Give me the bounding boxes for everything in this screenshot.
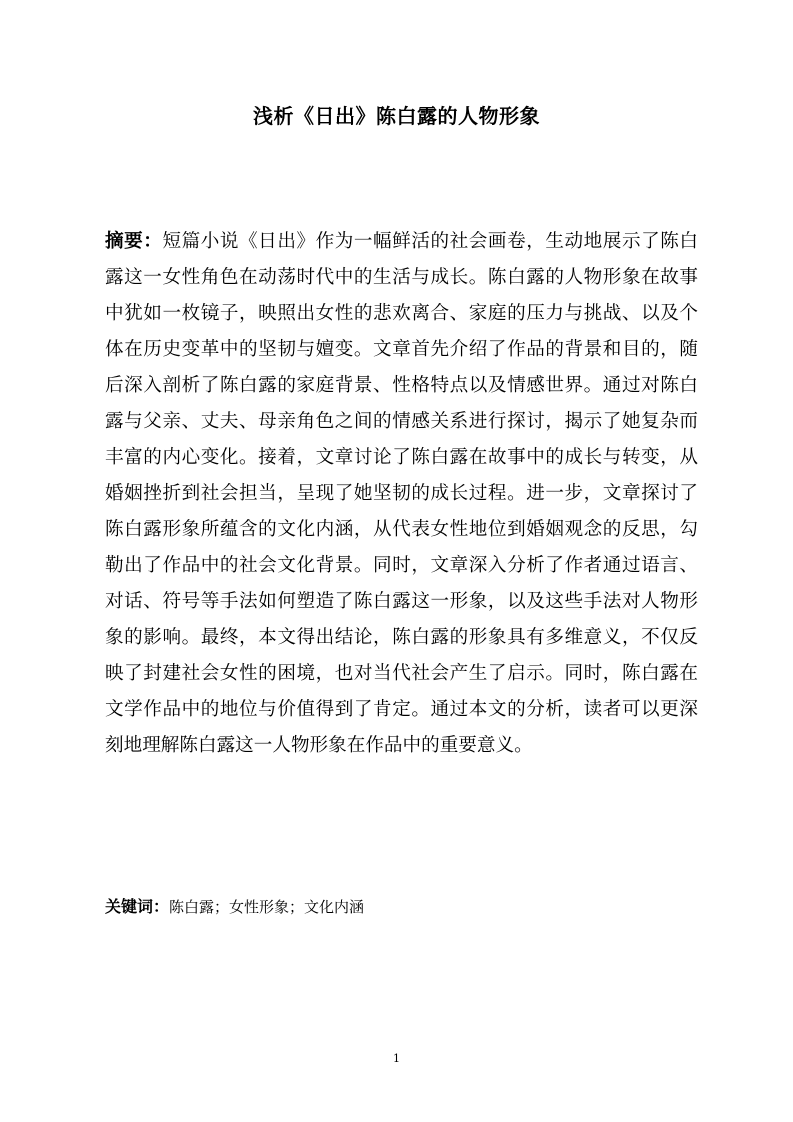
abstract-label: 摘要：: [105, 231, 163, 252]
abstract-text: 短篇小说《日出》作为一幅鲜活的社会画卷，生动地展示了陈白露这一女性角色在动荡时代中的生活与成长。陈白露的人物形象在故事中犹如一枚镜子，映照出女性的悲欢离合、家庭的压力与挑战、以及个体在历史变革中的坚韧与嬗变。文章首先介绍了作品的背景和目的，随后深入剖析了陈白露的家庭背景、性格特点以及情感世界。通过对陈白露与父亲、丈夫、母亲角色之间的情感关系进行探讨，揭示了她复杂而丰富的内心变化。接着，文章讨论了陈白露在故事中的成长与转变，从婚姻挫折到社会担当，呈现了她坚韧的成长过程。进一步，文章探讨了陈白露形象所蕴含的文化内涵，从代表女性地位到婚姻观念的反思，勾勒出了作品中的社会文化背景。同时，文章深入分析了作者通过语言、对话、符号等手法如何塑造了陈白露这一形象，以及这些手法对人物形象的影响。最终，本文得出结论，陈白露的形象具有多维意义，不仅反映了封建社会女性的困境，也对当代社会产生了启示。同时，陈白露在文学作品中的地位与价值得到了肯定。通过本文的分析，读者可以更深刻地理解陈白露这一人物形象在作品中的重要意义。: [105, 231, 698, 756]
keywords-line: [105, 893, 698, 921]
keywords-text: 陈白露；女性形象；文化内涵: [169, 898, 365, 916]
keywords-label: 关键词：: [105, 897, 170, 916]
abstract-paragraph: [105, 224, 698, 764]
page-number: 1: [393, 1052, 400, 1065]
document-title: 浅析《日出》陈白露的人物形象: [253, 104, 540, 128]
